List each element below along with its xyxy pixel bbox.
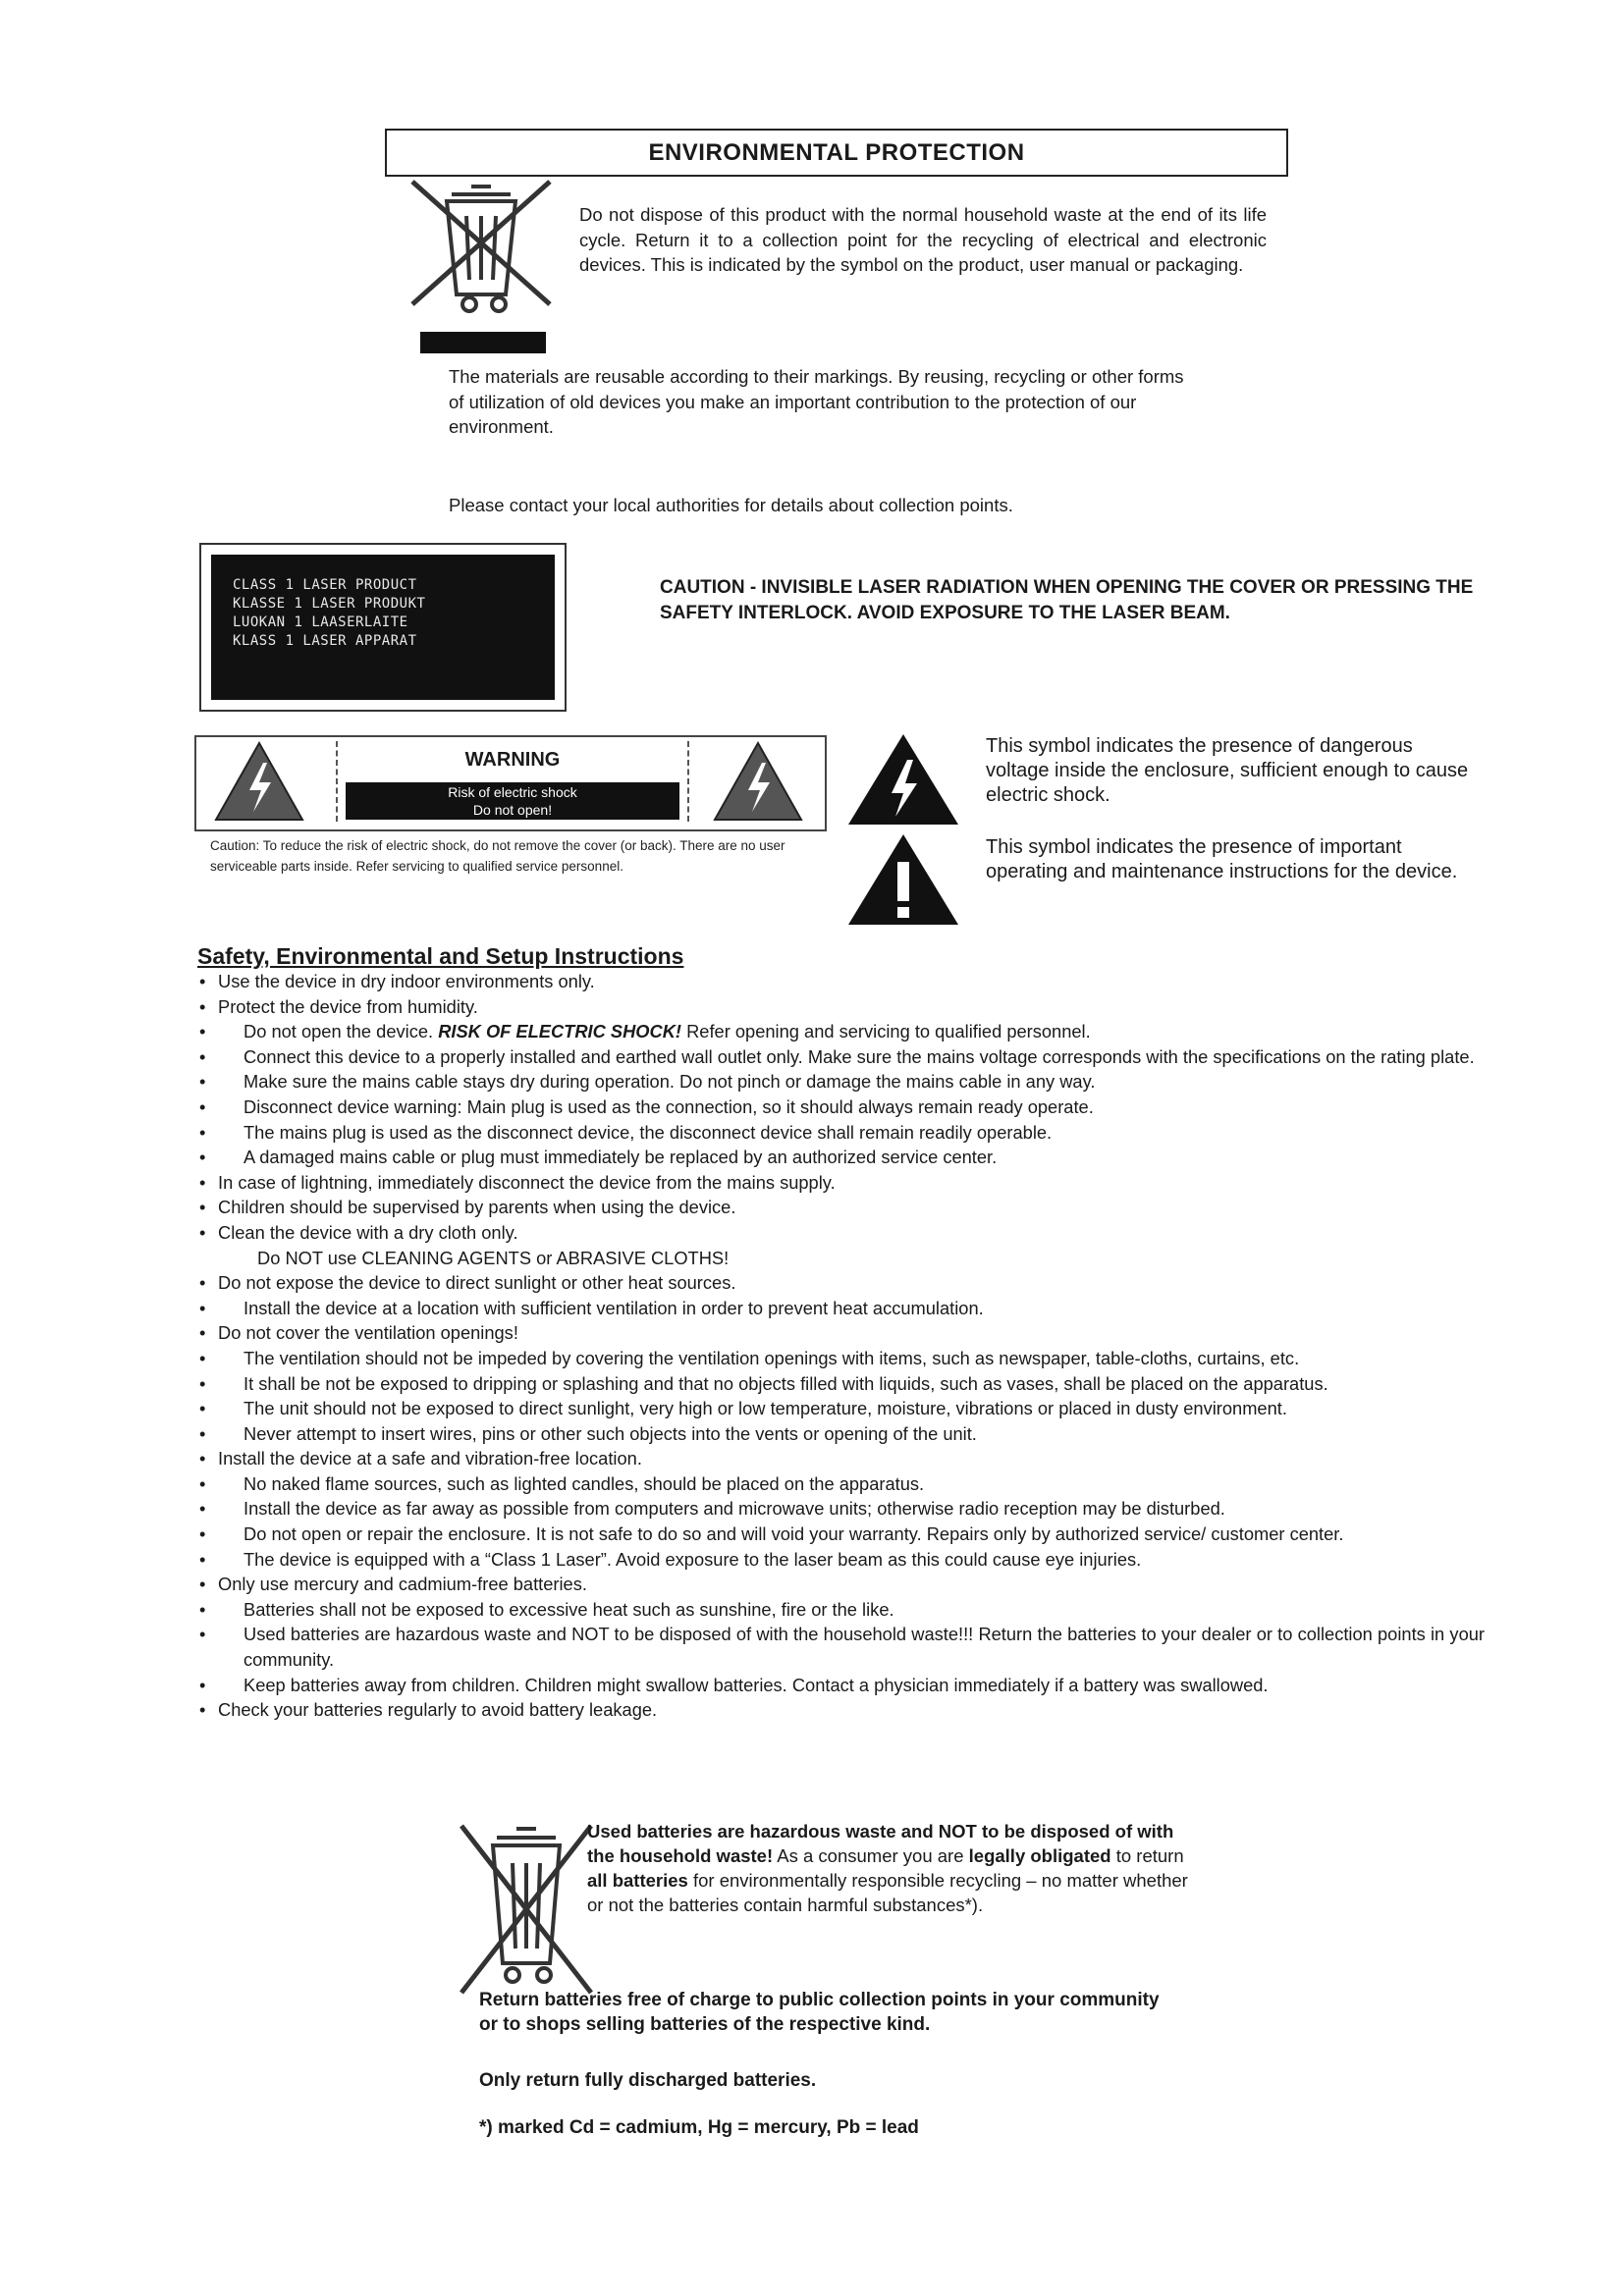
list-item-text: Use the device in dry indoor environments only. — [218, 971, 595, 991]
list-item-text: Do not open the device. — [244, 1021, 439, 1042]
list-item — [196, 1421, 1485, 1447]
bullet-icon: • — [199, 1523, 206, 1545]
list-item-emphasis: RISK OF ELECTRIC SHOCK! — [438, 1021, 682, 1042]
list-item-text: Check your batteries regularly to avoid battery leakage. — [218, 1699, 658, 1721]
bullet-icon: • — [199, 1021, 206, 1042]
voltage-symbol-text: This symbol indicates the presence of dangerous voltage inside the enclosure, sufficient enough to cause electric shock. — [986, 735, 1469, 806]
list-item-text: Install the device at a location with sufficient ventilation in order to prevent heat accumulation. — [244, 1297, 984, 1318]
list-item — [196, 1697, 1485, 1723]
bullet-icon: • — [199, 1347, 206, 1368]
list-item-text: Only use mercury and cadmium-free batteries. — [218, 1574, 587, 1595]
list-item-text: The unit should not be exposed to direct sunlight, very high or low temperature, moisture, vibrations or placed in dusty environment. — [244, 1398, 1287, 1419]
bullet-icon: • — [199, 1071, 206, 1093]
list-item — [196, 1572, 1485, 1597]
list-item — [196, 1069, 1485, 1095]
warning-title: WARNING — [464, 749, 561, 771]
bullet-icon: • — [199, 1147, 206, 1168]
list-item — [196, 1246, 1485, 1271]
list-item — [196, 1296, 1485, 1321]
list-item — [196, 1396, 1485, 1421]
battery-discharged-text: Only return fully discharged batteries. — [479, 2070, 817, 2091]
list-item-text: Children should be supervised by parents when using the device. — [218, 1197, 736, 1218]
battery-notice-bold: legally obligated — [968, 1845, 1111, 1866]
laser-label-line: LUOKAN 1 LAASERLAITE — [233, 614, 408, 630]
list-item — [196, 1120, 1485, 1146]
battery-notice-text: for environmentally responsible recycling – no matter whether or not the batteries contain harmful substances*). — [587, 1870, 1188, 1915]
list-item — [196, 1346, 1485, 1371]
list-item — [196, 1471, 1485, 1497]
list-item-text: Batteries shall not be exposed to excessive heat such as sunshine, fire or the like. — [244, 1598, 894, 1620]
bullet-icon: • — [199, 1297, 206, 1318]
safety-title: Safety, Environmental and Setup Instructions — [197, 943, 684, 969]
list-item-text: The ventilation should not be impeded by covering the ventilation openings with items, such as newspaper, table-cloths, curtains, etc. — [244, 1347, 1300, 1368]
exclamation-icon — [846, 832, 960, 927]
page-title: ENVIRONMENTAL PROTECTION — [385, 129, 1288, 177]
laser-label-line: KLASSE 1 LASER PRODUKT — [233, 596, 426, 612]
bullet-icon: • — [199, 1574, 206, 1595]
battery-return-text: Return batteries free of charge to public collection points in your community or to shops selling batteries of the respective kind. — [479, 1990, 1160, 2035]
list-item-text: Protect the device from humidity. — [218, 995, 478, 1017]
list-item-text: Connect this device to a properly installed and earthed wall outlet only. Make sure the mains voltage corresponds with the specifications on the rating plate. — [244, 1045, 1475, 1067]
battery-notice-bold: all batteries — [587, 1870, 688, 1891]
bullet-icon: • — [199, 971, 206, 991]
list-item-text: Refer opening and servicing to qualified personnel. — [681, 1021, 1091, 1042]
bullet-icon: • — [199, 1624, 206, 1645]
battery-notice — [587, 1819, 1188, 1917]
exclamation-symbol-text: This symbol indicates the presence of important operating and maintenance instructions for the device. — [986, 836, 1458, 882]
list-item-text: The mains plug is used as the disconnect device, the disconnect device shall remain readily operable. — [244, 1121, 1053, 1143]
bullet-icon: • — [199, 1372, 206, 1394]
crossed-bin-icon — [403, 177, 560, 353]
bullet-icon: • — [199, 1699, 206, 1721]
contact-paragraph: Please contact your local authorities for details about collection points. — [449, 495, 1013, 515]
list-item-text: A damaged mains cable or plug must immediately be replaced by an authorized service center. — [244, 1147, 998, 1168]
bullet-icon: • — [199, 1197, 206, 1218]
battery-notice-bold: Used batteries are hazardous waste and NOT to be disposed of with the household waste! — [587, 1821, 1174, 1866]
bullet-icon: • — [199, 1171, 206, 1193]
list-item — [196, 1270, 1485, 1296]
list-item-text: Install the device as far away as possible from computers and microwave units; otherwise radio reception may be disturbed. — [244, 1498, 1225, 1520]
laser-label-line: CLASS 1 LASER PRODUCT — [233, 577, 417, 593]
warning-panel — [336, 741, 689, 822]
list-item — [196, 1371, 1485, 1397]
bullet-icon: • — [199, 1674, 206, 1695]
list-item — [196, 1220, 1485, 1246]
list-item-text: Do not open or repair the enclosure. It is not safe to do so and will void your warranty. Repairs only by authorized service/ customer center. — [244, 1523, 1344, 1545]
bullet-icon: • — [199, 1121, 206, 1143]
list-item-text: In case of lightning, immediately disconnect the device from the mains supply. — [218, 1171, 836, 1193]
electric-shock-icon — [212, 739, 306, 824]
list-item-text: Make sure the mains cable stays dry during operation. Do not pinch or damage the mains cable in any way. — [244, 1071, 1096, 1093]
laser-caution: CAUTION - INVISIBLE LASER RADIATION WHEN OPENING THE COVER OR PRESSING THE SAFETY INTERLOCK. AVOID EXPOSURE TO THE LASER BEAM. — [660, 577, 1474, 623]
warning-banner — [346, 782, 679, 820]
safety-list — [196, 969, 1485, 1723]
list-item-text: No naked flame sources, such as lighted candles, should be placed on the apparatus. — [244, 1472, 925, 1494]
warning-label — [194, 735, 827, 935]
battery-notice-text: As a consumer you are — [773, 1845, 969, 1866]
list-item-text: Do NOT use CLEANING AGENTS or ABRASIVE CLOTHS! — [257, 1247, 730, 1268]
laser-label-line: KLASS 1 LASER APPARAT — [233, 633, 417, 649]
crossed-bin-icon — [458, 1816, 595, 2012]
list-item — [196, 1597, 1485, 1623]
bullet-icon: • — [199, 1548, 206, 1570]
bullet-icon: • — [199, 1322, 206, 1344]
bullet-icon: • — [199, 1498, 206, 1520]
battery-notice-text: to return — [1110, 1845, 1184, 1866]
list-item — [196, 1195, 1485, 1220]
high-voltage-icon — [846, 732, 960, 827]
bullet-icon: • — [199, 1422, 206, 1444]
list-item-text: Clean the device with a dry cloth only. — [218, 1221, 518, 1243]
list-item — [196, 1095, 1485, 1120]
list-item — [196, 994, 1485, 1020]
list-item-text: Install the device at a safe and vibration-free location. — [218, 1448, 642, 1469]
electric-shock-icon — [711, 739, 805, 824]
list-item — [196, 1019, 1485, 1044]
list-item — [196, 1044, 1485, 1070]
warning-line: Do not open! — [472, 802, 553, 818]
bullet-icon: • — [199, 1398, 206, 1419]
list-item — [196, 1320, 1485, 1346]
list-item-text: Never attempt to insert wires, pins or other such objects into the vents or opening of the unit. — [244, 1422, 977, 1444]
list-item-text: Disconnect device warning: Main plug is used as the connection, so it should always remain ready operate. — [244, 1095, 1094, 1117]
list-item — [196, 1622, 1485, 1672]
list-item — [196, 1145, 1485, 1170]
list-item — [196, 1496, 1485, 1522]
disposal-paragraph: Do not dispose of this product with the normal household waste at the end of its life cycle. Return it to a collection point for the recycling of electrical and electronic devices. This is indicated by the symbol on the product, user manual or packaging. — [579, 204, 1267, 275]
reuse-paragraph: The materials are reusable according to their markings. By reusing, recycling or other forms of utilization of old devices you make an important contribution to the protection of our environment. — [449, 366, 1184, 437]
list-item-text: It shall be not be exposed to dripping or splashing and that no objects filled with liquids, such as vases, shall be placed on the apparatus. — [244, 1372, 1328, 1394]
bullet-icon: • — [199, 1472, 206, 1494]
bullet-icon: • — [199, 1095, 206, 1117]
list-item — [196, 1673, 1485, 1698]
list-item-text: Do not expose the device to direct sunlight or other heat sources. — [218, 1272, 736, 1294]
bullet-icon: • — [199, 1598, 206, 1620]
bullet-icon: • — [199, 995, 206, 1017]
laser-label — [199, 543, 567, 712]
bullet-icon: • — [199, 1272, 206, 1294]
battery-footnote: *) marked Cd = cadmium, Hg = mercury, Pb = lead — [479, 2117, 919, 2138]
bullet-icon: • — [199, 1045, 206, 1067]
warning-caution: Caution: To reduce the risk of electric shock, do not remove the cover (or back). There are no user serviceable parts inside. Refer servicing to qualified service personnel. — [210, 838, 785, 874]
list-item-text: Used batteries are hazardous waste and NOT to be disposed of with the household waste!!! Return the batteries to your dealer or to collection points in your community. — [244, 1624, 1485, 1671]
bullet-icon: • — [199, 1221, 206, 1243]
list-item — [196, 1446, 1485, 1471]
list-item — [196, 1170, 1485, 1196]
list-item — [196, 969, 1485, 994]
warning-line: Risk of electric shock — [448, 784, 577, 800]
bullet-icon: • — [199, 1448, 206, 1469]
list-item-text: Keep batteries away from children. Children might swallow batteries. Contact a physician immediately if a battery was swallowed. — [244, 1674, 1269, 1695]
list-item — [196, 1547, 1485, 1573]
list-item — [196, 1522, 1485, 1547]
list-item-text: Do not cover the ventilation openings! — [218, 1322, 518, 1344]
list-item-text: The device is equipped with a “Class 1 Laser”. Avoid exposure to the laser beam as this could cause eye injuries. — [244, 1548, 1142, 1570]
